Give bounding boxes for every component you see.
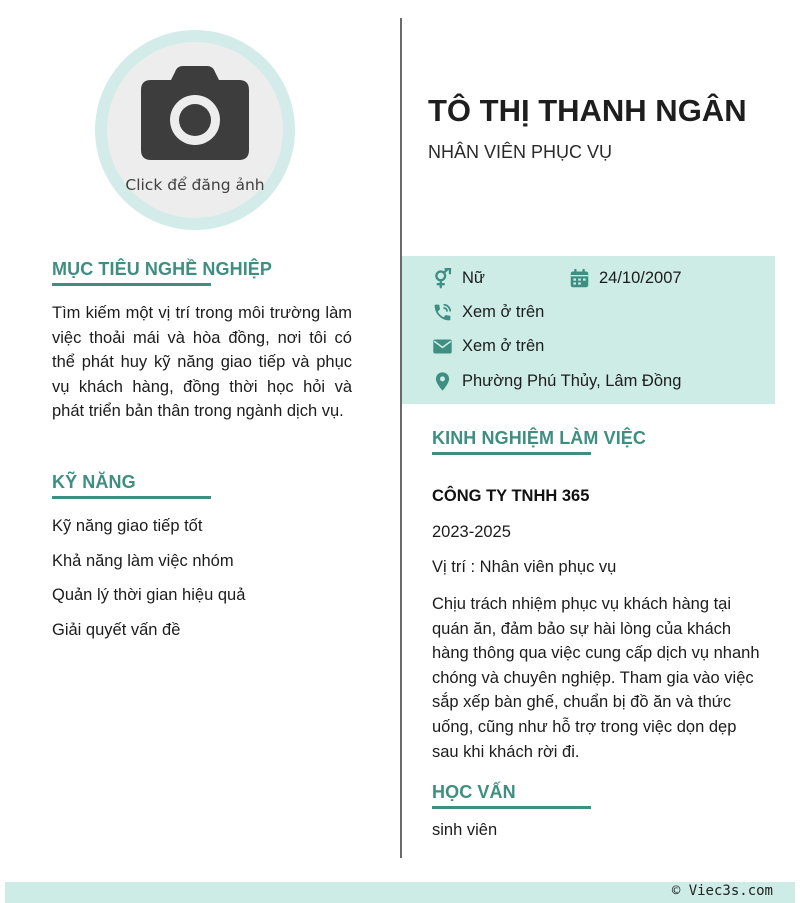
skills-list — [52, 514, 245, 653]
birthdate-row — [569, 266, 682, 290]
phone-icon — [432, 302, 453, 323]
avatar-upload[interactable] — [95, 30, 295, 230]
location-pin-icon — [432, 371, 453, 392]
experience-title: KINH NGHIỆM LÀM VIỆC — [432, 428, 647, 448]
skills-underline — [52, 496, 211, 499]
objective-title: MỤC TIÊU NGHỀ NGHIỆP — [52, 259, 273, 279]
contact-info-panel — [402, 256, 775, 404]
footer-copyright: © Viec3s.com — [671, 883, 773, 899]
work-description: Chịu trách nhiệm phục vụ khách hàng tại quán ăn, đảm bảo sự hài lòng của khách hàng thông qua việc cung cấp dịch vụ nhanh chóng và chuyên nghiệp. Tham gia vào việc sắp xếp bàn ghế, chuẩn bị đồ ăn và thức uống, cũng như hỗ trợ trong việc dọn dẹp sau khi khách rời đi. — [432, 595, 760, 761]
objective-underline — [52, 283, 211, 286]
skills-title: KỸ NĂNG — [52, 472, 136, 492]
phone-row — [432, 300, 544, 324]
email-value: Xem ở trên — [462, 336, 545, 355]
birthdate-value: 24/10/2007 — [599, 268, 682, 287]
education-text: sinh viên — [432, 821, 498, 839]
footer-bar — [5, 882, 795, 903]
avatar-caption: Click để đăng ảnh — [125, 176, 265, 194]
column-divider — [400, 18, 402, 858]
email-icon — [432, 336, 453, 357]
calendar-icon — [569, 268, 590, 289]
address-value: Phường Phú Thủy, Lâm Đồng — [462, 371, 682, 390]
gender-icon — [432, 268, 453, 289]
avatar-placeholder[interactable] — [107, 42, 283, 218]
experience-underline — [432, 452, 591, 455]
phone-value: Xem ở trên — [462, 302, 545, 321]
camera-icon — [141, 66, 249, 160]
objective-text: Tìm kiếm một vị trí trong môi trường làm việc thoải mái và hòa đồng, nơi tôi có thể phát huy kỹ năng giao tiếp và phục vụ khách hàng, đồng thời học hỏi và phát triển bản thân trong ngành dịch vụ. — [52, 304, 352, 421]
gender-value: Nữ — [462, 268, 485, 287]
company-name: CÔNG TY TNHH 365 — [432, 487, 590, 505]
education-underline — [432, 806, 591, 809]
skill-item: Khả năng làm việc nhóm — [52, 551, 234, 570]
education-title: HỌC VẤN — [432, 782, 516, 802]
gender-row — [432, 266, 485, 290]
skill-item: Quản lý thời gian hiệu quả — [52, 586, 246, 605]
work-period: 2023-2025 — [432, 523, 511, 541]
candidate-name: TÔ THỊ THANH NGÂN — [428, 93, 747, 128]
skill-item: Kỹ năng giao tiếp tốt — [52, 517, 203, 535]
work-position: Vị trí : Nhân viên phục vụ — [432, 558, 617, 576]
email-row — [432, 334, 544, 358]
address-row — [432, 369, 681, 393]
skill-item: Giải quyết vấn đề — [52, 621, 181, 640]
candidate-job-title: NHÂN VIÊN PHỤC VỤ — [428, 142, 613, 162]
